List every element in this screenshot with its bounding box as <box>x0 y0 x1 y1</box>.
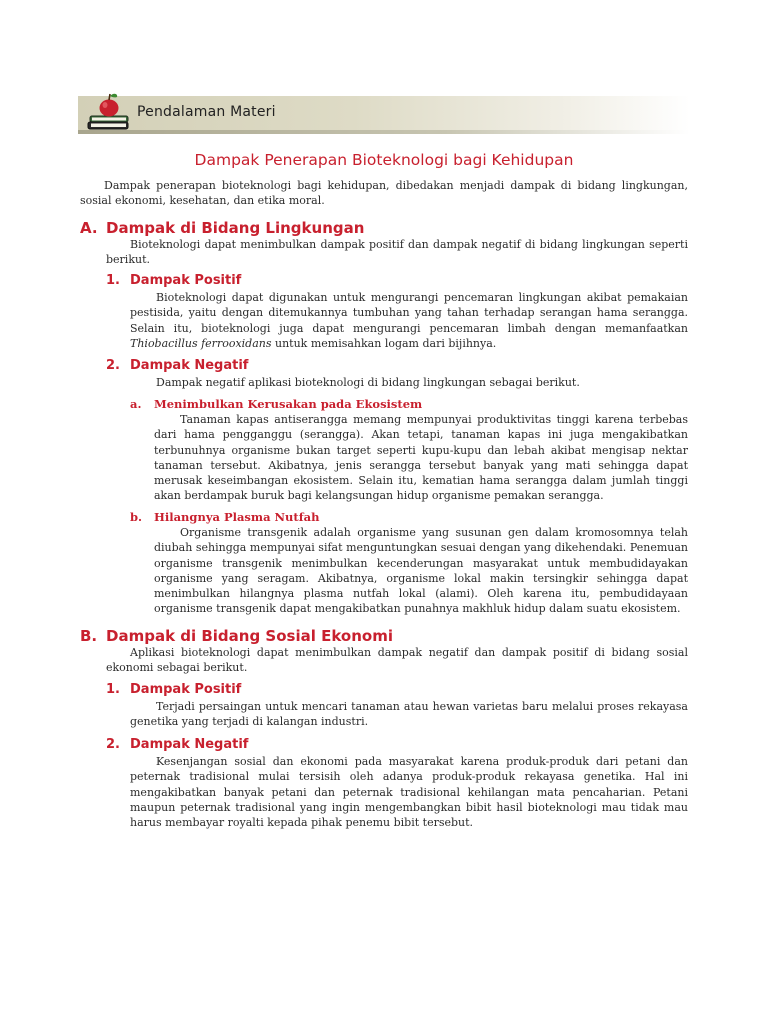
document-title: Dampak Penerapan Bioteknologi bagi Kehidupan <box>194 151 574 169</box>
subsection-b-letter: b. <box>130 510 143 524</box>
section-b-negative-heading <box>106 737 248 752</box>
section-b-positive-text: Terjadi persaingan untuk mencari tanaman atau hewan varietas baru melalui proses rekayasa genetika yang terjadi di kalangan industri. <box>130 700 688 729</box>
subsection-a-letter: a. <box>130 397 142 411</box>
banner-underline <box>78 130 690 134</box>
subsection-a-heading <box>130 397 422 411</box>
section-a-intro-text: Bioteknologi dapat menimbulkan dampak positif dan dampak negatif di bidang lingkungan seperti berikut. <box>106 238 688 267</box>
intro-text: Dampak penerapan bioteknologi bagi kehidupan, dibedakan menjadi dampak di bidang lingkungan, sosial ekonomi, kesehatan, dan etika moral. <box>80 179 688 208</box>
section-a-positive-title: Dampak Positif <box>130 273 242 288</box>
species-name: Thiobacillus ferrooxidans <box>130 336 272 350</box>
section-a-heading <box>80 219 364 237</box>
section-b-heading <box>80 627 393 645</box>
section-a-title: Dampak di Bidang Lingkungan <box>106 219 365 237</box>
apple-on-books-icon <box>84 86 132 132</box>
section-a-negative-heading <box>106 358 248 373</box>
section-a-negative-title: Dampak Negatif <box>130 358 249 373</box>
section-b-negative-num: 2. <box>106 737 120 752</box>
intro-paragraph <box>80 178 688 209</box>
section-b-negative-paragraph <box>130 754 688 830</box>
section-a-positive-heading <box>106 273 241 288</box>
section-a-positive-paragraph <box>130 290 688 351</box>
subsection-b-heading <box>130 510 319 524</box>
subsection-b-title: Hilangnya Plasma Nutfah <box>154 510 320 524</box>
section-a-positive-text-end: untuk memisahkan logam dari bijihnya. <box>271 336 497 350</box>
subsection-a-title: Menimbulkan Kerusakan pada Ekosistem <box>154 397 423 411</box>
section-a-intro <box>106 237 688 268</box>
subsection-a-paragraph <box>154 412 688 504</box>
subsection-b-text: Organisme transgenik adalah organisme yang susunan gen dalam kromosomnya telah diubah sehingga mempunyai sifat menguntungkan sesuai dengan yang dikehendaki. Penemuan organisme transgenik menimbulkan kecenderungan masyarakat untuk membudidayakan organisme yang seragam. Akibatnya, organisme lokal makin tersingkir sehingga dapat menimbulkan hilangnya plasma nutfah lokal (alami). Oleh karena itu, pembudidayaan organisme transgenik dapat mengakibatkan punahnya makhluk hidup dalam suatu ekosistem. <box>154 526 688 616</box>
section-b-title: Dampak di Bidang Sosial Ekonomi <box>106 627 393 645</box>
subsection-b-paragraph <box>154 525 688 617</box>
section-b-letter: B. <box>80 627 98 645</box>
section-a-negative-num: 2. <box>106 358 120 373</box>
section-b-negative-title: Dampak Negatif <box>130 737 249 752</box>
section-a-negative-intro <box>130 375 688 390</box>
section-b-negative-text: Kesenjangan sosial dan ekonomi pada masyarakat karena produk-produk dari petani dan peternak tradisional mulai tersisih oleh adanya produk-produk rekayasa genetika. Hal ini mengakibatkan banyak petani dan peternak tradisional kehilangan mata pencaharian. Petani maupun peternak tradisional yang ingin mengembangkan bibit hasil bioteknologi mau tidak mau harus membayar royalti kepada pihak penemu bibit tersebut. <box>130 755 688 830</box>
section-b-positive-title: Dampak Positif <box>130 682 242 697</box>
subsection-a-text: Tanaman kapas antiserangga memang mempunyai produktivitas tinggi karena terbebas dari hama pengganggu (serangga). Akan tetapi, tanaman kapas ini juga mengakibatkan terbunuhnya organisme bukan target seperti kupu-kupu dan lebah akibat mengisap nektar tanaman tersebut. Akibatnya, jenis serangga tersebut banyak yang mati sehingga dapat merusak keseimbangan ekosistem. Selain itu, kematian hama serangga dalam jumlah tinggi akan berdampak buruk bagi kelangsungan hidup organisme pemakan serangga. <box>154 413 688 503</box>
section-b-intro <box>106 645 688 676</box>
banner-title: Pendalaman Materi <box>137 104 276 120</box>
section-b-intro-text: Aplikasi bioteknologi dapat menimbulkan dampak negatif dan dampak positif di bidang sosial ekonomi sebagai berikut. <box>106 646 688 675</box>
section-b-positive-heading <box>106 682 241 697</box>
section-a-negative-intro-text: Dampak negatif aplikasi bioteknologi di bidang lingkungan sebagai berikut. <box>156 376 580 389</box>
section-a-letter: A. <box>80 219 98 237</box>
section-a-positive-num: 1. <box>106 273 120 288</box>
section-b-positive-num: 1. <box>106 682 120 697</box>
section-a-positive-text: Bioteknologi dapat digunakan untuk mengurangi pencemaran lingkungan akibat pemakaian pestisida, yaitu dengan ditemukannya tumbuhan yang tahan terhadap serangan hama serangga. Selain itu, bioteknologi juga dapat mengurangi pencemaran limbah dengan memanfaatkan <box>130 291 688 335</box>
section-b-positive-paragraph <box>130 699 688 730</box>
